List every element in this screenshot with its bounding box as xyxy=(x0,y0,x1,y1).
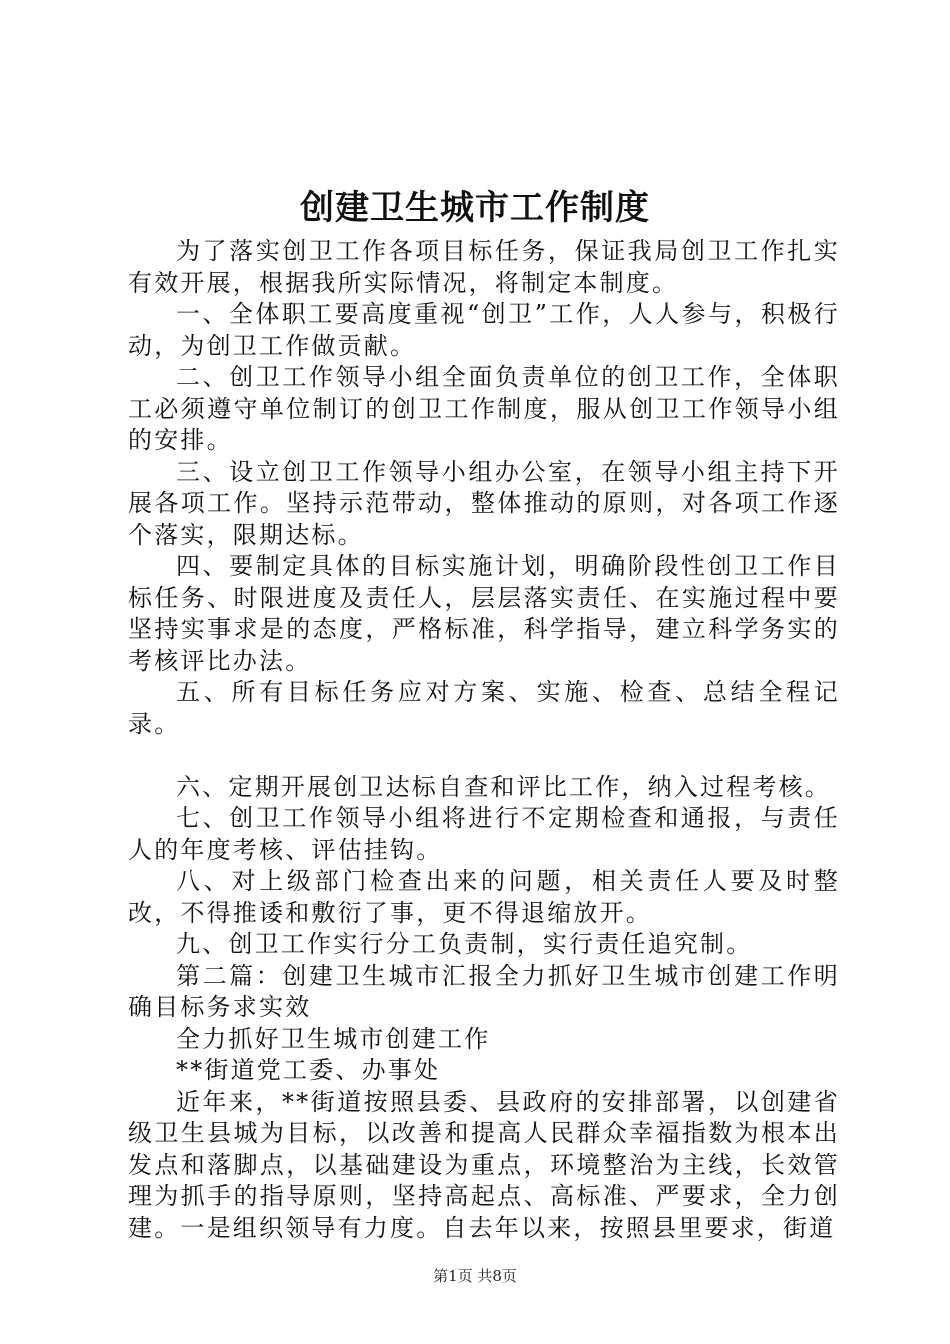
document-title: 创建卫生城市工作制度 xyxy=(300,188,650,228)
paragraph-item-1: 一、全体职工要高度重视“创卫”工作，人人参与，积极行动，为创卫工作做贡献。 xyxy=(128,300,840,360)
section-author: **街道党工委、办事处 xyxy=(176,1056,441,1084)
section-paragraph: 近年来，**街道按照县委、县政府的安排部署，以创建省级卫生县城为目标，以改善和提高人民群众幸福指数为根本出发点和落脚点，以基础建设为重点，环境整治为主线，长效管理为抓手的指导原则，坚持高起点、高标准、严要求，全力创建。一是组织领导有力度。自去年以来，按照县里要求，街道 xyxy=(128,1087,840,1242)
paragraph-item-8: 八、对上级部门检查出来的问题，相关责任人要及时整改，不得推诿和敷衍了事，更不得退缩放开。 xyxy=(128,867,840,927)
paragraph-intro: 为了落实创卫工作各项目标任务，保证我局创卫工作扎实有效开展，根据我所实际情况，将制定本制度。 xyxy=(128,237,840,297)
page-footer: 第1页 共8页 xyxy=(433,1267,517,1285)
document-body xyxy=(128,236,840,1244)
paragraph-item-9: 九、创卫工作实行分工负责制，实行责任追究制。 xyxy=(176,930,753,958)
paragraph-item-4: 四、要制定具体的目标实施计划，明确阶段性创卫工作目标任务、时限进度及责任人，层层落实责任、在实施过程中要坚持实事求是的态度，严格标准，科学指导，建立科学务实的考核评比办法。 xyxy=(128,552,840,675)
paragraph-item-2: 二、创卫工作领导小组全面负责单位的创卫工作，全体职工必须遵守单位制订的创卫工作制度，服从创卫工作领导小组的安排。 xyxy=(128,363,840,454)
section-heading: 第二篇：创建卫生城市汇报全力抓好卫生城市创建工作明确目标务求实效 xyxy=(128,961,840,1021)
paragraph-item-5: 五、所有目标任务应对方案、实施、检查、总结全程记录。 xyxy=(128,678,840,738)
paragraph-item-6: 六、定期开展创卫达标自查和评比工作，纳入过程考核。 xyxy=(176,772,831,801)
paragraph-item-3: 三、设立创卫工作领导小组办公室，在领导小组主持下开展各项工作。坚持示范带动，整体推动的原则，对各项工作逐个落实，限期达标。 xyxy=(128,457,840,549)
paragraph-item-7: 七、创卫工作领导小组将进行不定期检查和通报，与责任人的年度考核、评估挂钩。 xyxy=(128,804,840,864)
section-subtitle: 全力抓好卫生城市创建工作 xyxy=(176,1024,491,1053)
